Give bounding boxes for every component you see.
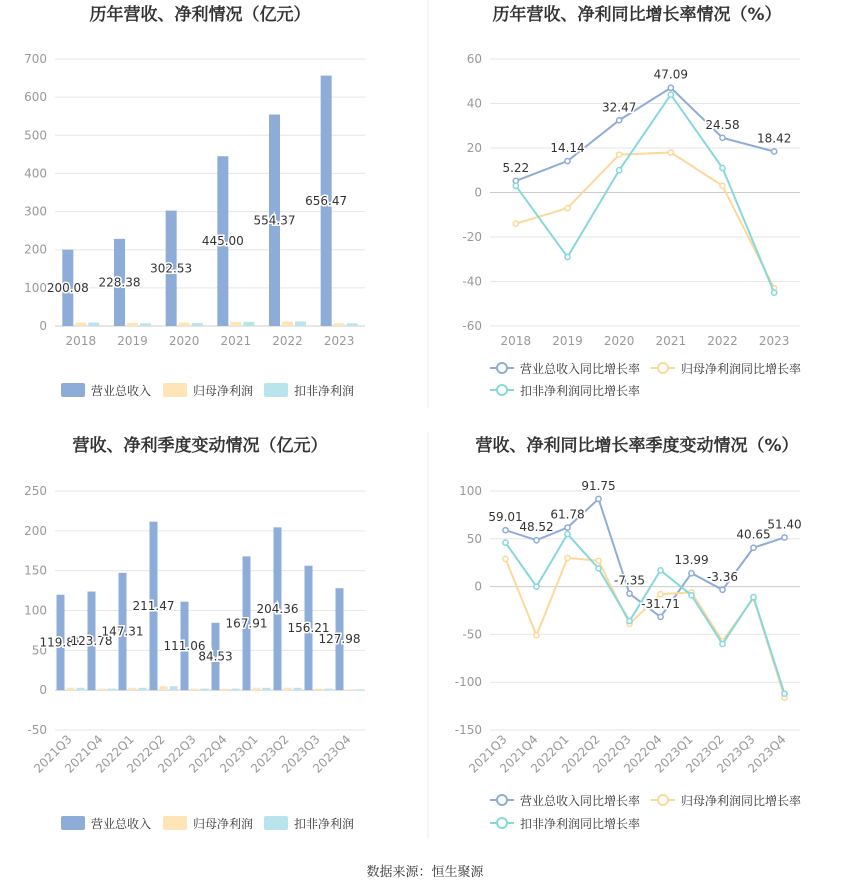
chart-title: 历年营收、净利同比增长率情况（%） xyxy=(492,5,782,25)
bar xyxy=(294,688,302,690)
legend-marker xyxy=(497,795,507,805)
point-data-label: 61.78 xyxy=(550,507,585,522)
y-tick-label: -50 xyxy=(27,723,47,737)
x-tick-label: 2022Q2 xyxy=(124,732,168,776)
bar-data-label: 211.47 xyxy=(132,598,175,613)
bar-data-label: 127.98 xyxy=(318,632,361,647)
data-point xyxy=(782,535,787,540)
bar-data-label: 200.08 xyxy=(46,280,89,295)
legend-label: 营业总收入 xyxy=(91,817,152,831)
data-point xyxy=(689,593,694,598)
y-tick-label: 250 xyxy=(24,484,47,498)
bar xyxy=(201,689,209,691)
point-data-label: 32.47 xyxy=(601,100,637,115)
x-tick-label: 2022 xyxy=(707,334,738,348)
bar-data-label: 84.53 xyxy=(198,649,233,664)
bar xyxy=(325,689,333,691)
bar xyxy=(139,688,147,690)
y-tick-label: 200 xyxy=(24,523,47,538)
bar xyxy=(191,689,199,691)
bar xyxy=(88,323,99,326)
x-tick-label: 2023 xyxy=(758,334,790,348)
data-point xyxy=(617,152,622,157)
x-tick-label: 2023Q2 xyxy=(248,732,292,776)
data-point xyxy=(751,595,756,600)
y-tick-label: 40 xyxy=(466,96,482,111)
x-tick-label: 2023Q2 xyxy=(683,732,727,776)
bar xyxy=(295,321,306,326)
data-point xyxy=(720,587,725,592)
point-data-label: 40.65 xyxy=(736,527,771,542)
bar xyxy=(127,323,138,326)
x-tick-label: 2023Q3 xyxy=(714,732,758,776)
bar xyxy=(253,688,261,690)
bar xyxy=(282,321,293,326)
point-data-label: 48.52 xyxy=(519,520,554,535)
bar-data-label: 554.37 xyxy=(253,213,296,228)
x-tick-label: 2020 xyxy=(603,334,635,348)
point-data-label: -31.71 xyxy=(641,596,680,611)
x-tick-label: 2022Q4 xyxy=(186,732,230,776)
legend-label: 营业总收入同比增长率 xyxy=(520,362,641,376)
x-tick-label: 2021Q4 xyxy=(62,732,106,776)
bar xyxy=(160,686,168,690)
annual-growth-rate-chart xyxy=(462,4,801,398)
data-point xyxy=(513,221,518,226)
data-point xyxy=(668,92,673,97)
data-point xyxy=(627,591,632,596)
x-tick-label: 2022Q2 xyxy=(559,732,603,776)
point-data-label: 13.99 xyxy=(674,553,709,568)
legend-label: 扣非净利润 xyxy=(294,817,355,831)
bar xyxy=(315,689,323,691)
bar xyxy=(170,686,178,690)
data-point xyxy=(565,525,570,530)
data-point xyxy=(596,558,601,563)
x-tick-label: 2023Q4 xyxy=(310,732,354,776)
data-point xyxy=(513,183,518,188)
x-tick-label: 2020 xyxy=(168,334,200,348)
x-tick-label: 2021Q3 xyxy=(466,732,510,776)
data-point xyxy=(720,641,725,646)
data-point xyxy=(627,618,632,623)
bar-data-label: 119.81 xyxy=(39,635,82,650)
y-tick-label: 100 xyxy=(459,484,482,498)
legend-label: 归母净利润同比增长率 xyxy=(681,794,802,808)
bar xyxy=(192,323,203,326)
y-tick-label: 150 xyxy=(24,563,47,578)
data-point xyxy=(772,290,777,295)
data-point xyxy=(596,496,601,501)
point-data-label: 59.01 xyxy=(488,510,523,525)
bar xyxy=(346,689,354,690)
data-point xyxy=(658,614,663,619)
data-point xyxy=(772,149,777,154)
data-point xyxy=(565,205,570,210)
bar-data-label: 111.06 xyxy=(163,638,206,653)
legend-label: 归母净利润同比增长率 xyxy=(681,362,802,376)
x-tick-label: 2022Q3 xyxy=(155,732,199,776)
series-line xyxy=(516,88,774,181)
x-tick-label: 2022Q1 xyxy=(93,732,137,776)
point-data-label: 91.75 xyxy=(581,478,616,493)
y-tick-label: -150 xyxy=(454,723,482,737)
data-point xyxy=(617,168,622,173)
y-tick-label: 50 xyxy=(466,531,482,546)
bar xyxy=(334,323,345,326)
x-tick-label: 2023Q1 xyxy=(217,732,261,776)
data-point xyxy=(720,165,725,170)
bar-data-label: 167.91 xyxy=(225,616,268,631)
x-tick-label: 2021 xyxy=(220,334,252,348)
quarterly-growth-rate-chart xyxy=(455,435,802,831)
data-point xyxy=(617,118,622,123)
series-line xyxy=(516,152,774,288)
y-tick-label: 500 xyxy=(24,128,47,143)
y-tick-label: 600 xyxy=(24,90,47,105)
chart-title: 历年营收、净利情况（亿元） xyxy=(89,5,311,25)
bar-data-label: 123.78 xyxy=(70,633,113,648)
data-source-note: 数据来源：恒生聚源 xyxy=(366,865,484,880)
series-line xyxy=(506,534,785,694)
data-point xyxy=(668,85,673,90)
data-point xyxy=(565,158,570,163)
legend-swatch xyxy=(61,383,85,397)
point-data-label: -3.36 xyxy=(706,569,739,584)
bar xyxy=(230,322,241,326)
y-tick-label: 300 xyxy=(24,204,47,219)
bar xyxy=(179,323,190,326)
legend-label: 营业总收入同比增长率 xyxy=(520,794,641,808)
chart-title: 营收、净利季度变动情况（亿元） xyxy=(72,436,328,456)
bar xyxy=(77,688,85,690)
x-tick-label: 2023 xyxy=(323,334,355,348)
x-tick-label: 2018 xyxy=(500,334,532,348)
data-point xyxy=(720,135,725,140)
legend-swatch xyxy=(163,816,187,830)
data-point xyxy=(658,568,663,573)
legend-label: 归母净利润 xyxy=(193,817,254,831)
x-tick-label: 2019 xyxy=(552,334,583,348)
bar-data-label: 147.31 xyxy=(101,624,144,639)
bar xyxy=(75,323,86,326)
bar xyxy=(243,322,254,326)
point-data-label: 18.42 xyxy=(756,131,792,146)
y-tick-label: -100 xyxy=(454,675,482,690)
y-tick-label: 60 xyxy=(466,52,482,66)
bar-data-label: 228.38 xyxy=(98,275,141,290)
data-point xyxy=(565,254,570,259)
y-tick-label: 0 xyxy=(39,683,47,698)
bar xyxy=(356,689,364,690)
data-point xyxy=(503,556,508,561)
legend-swatch xyxy=(264,816,288,830)
x-tick-label: 2021Q3 xyxy=(31,732,75,776)
x-tick-label: 2022Q3 xyxy=(590,732,634,776)
x-tick-label: 2023Q1 xyxy=(652,732,696,776)
x-tick-label: 2018 xyxy=(65,334,97,348)
x-tick-label: 2022Q1 xyxy=(528,732,572,776)
data-point xyxy=(689,571,694,576)
quarterly-revenue-profit-chart xyxy=(24,435,365,831)
data-point xyxy=(668,150,673,155)
data-point xyxy=(534,538,539,543)
data-point xyxy=(503,540,508,545)
bar xyxy=(108,689,116,691)
data-point xyxy=(534,584,539,589)
data-point xyxy=(534,633,539,638)
legend-marker xyxy=(658,363,668,373)
legend-label: 营业总收入 xyxy=(91,384,152,398)
y-tick-label: 0 xyxy=(474,185,482,200)
y-tick-label: 400 xyxy=(24,166,47,181)
x-tick-label: 2021 xyxy=(655,334,687,348)
chart-title: 营收、净利同比增长率季度变动情况（%） xyxy=(475,436,799,456)
bar-data-label: 656.47 xyxy=(305,193,348,208)
point-data-label: 47.09 xyxy=(653,67,689,82)
legend-swatch xyxy=(264,383,288,397)
y-tick-label: -20 xyxy=(462,230,482,244)
point-data-label: 51.40 xyxy=(767,517,802,532)
y-tick-label: 20 xyxy=(466,141,482,155)
y-tick-label: 100 xyxy=(24,280,47,295)
legend-label: 扣非净利润同比增长率 xyxy=(520,817,641,831)
legend-marker xyxy=(497,363,507,373)
point-data-label: -7.35 xyxy=(613,573,646,588)
bar xyxy=(129,688,137,690)
point-data-label: 5.22 xyxy=(502,160,530,175)
x-tick-label: 2023Q3 xyxy=(279,732,323,776)
bar xyxy=(98,689,106,691)
point-data-label: 24.58 xyxy=(705,117,740,132)
y-tick-label: 0 xyxy=(39,319,47,333)
legend-marker xyxy=(497,818,507,828)
data-point xyxy=(596,566,601,571)
legend-label: 扣非净利润 xyxy=(294,384,355,398)
bar-data-label: 302.53 xyxy=(150,261,193,276)
x-tick-label: 2023Q4 xyxy=(745,732,789,776)
y-tick-label: 700 xyxy=(24,52,47,66)
bar-data-label: 445.00 xyxy=(201,234,244,249)
bar xyxy=(347,323,358,326)
data-point xyxy=(720,183,725,188)
data-point xyxy=(565,555,570,560)
bar xyxy=(222,689,230,691)
legend-swatch xyxy=(61,816,85,830)
bar xyxy=(232,689,240,691)
data-point xyxy=(782,691,787,696)
y-tick-label: 100 xyxy=(24,603,47,618)
y-tick-label: 50 xyxy=(31,643,47,658)
x-tick-label: 2022 xyxy=(272,334,303,348)
y-tick-label: -50 xyxy=(462,627,482,642)
bar-data-label: 204.36 xyxy=(256,601,299,616)
x-tick-label: 2021Q4 xyxy=(497,732,541,776)
bar-data-label: 156.21 xyxy=(287,620,330,635)
legend-label: 归母净利润 xyxy=(193,384,254,398)
bar xyxy=(284,688,292,690)
y-tick-label: 0 xyxy=(474,579,482,594)
data-point xyxy=(751,545,756,550)
x-tick-label: 2022Q4 xyxy=(621,732,665,776)
legend-label: 扣非净利润同比增长率 xyxy=(520,384,641,398)
bar xyxy=(67,688,75,690)
y-tick-label: -60 xyxy=(462,319,482,333)
legend-marker xyxy=(658,795,668,805)
bar xyxy=(263,688,271,690)
y-tick-label: -40 xyxy=(462,274,482,289)
x-tick-label: 2019 xyxy=(117,334,148,348)
legend-marker xyxy=(497,385,507,395)
annual-revenue-profit-chart xyxy=(24,4,365,398)
legend-swatch xyxy=(163,383,187,397)
data-point xyxy=(565,531,570,536)
y-tick-label: 200 xyxy=(24,242,47,257)
data-point xyxy=(503,528,508,533)
point-data-label: 14.14 xyxy=(550,141,585,156)
bar xyxy=(140,323,151,326)
